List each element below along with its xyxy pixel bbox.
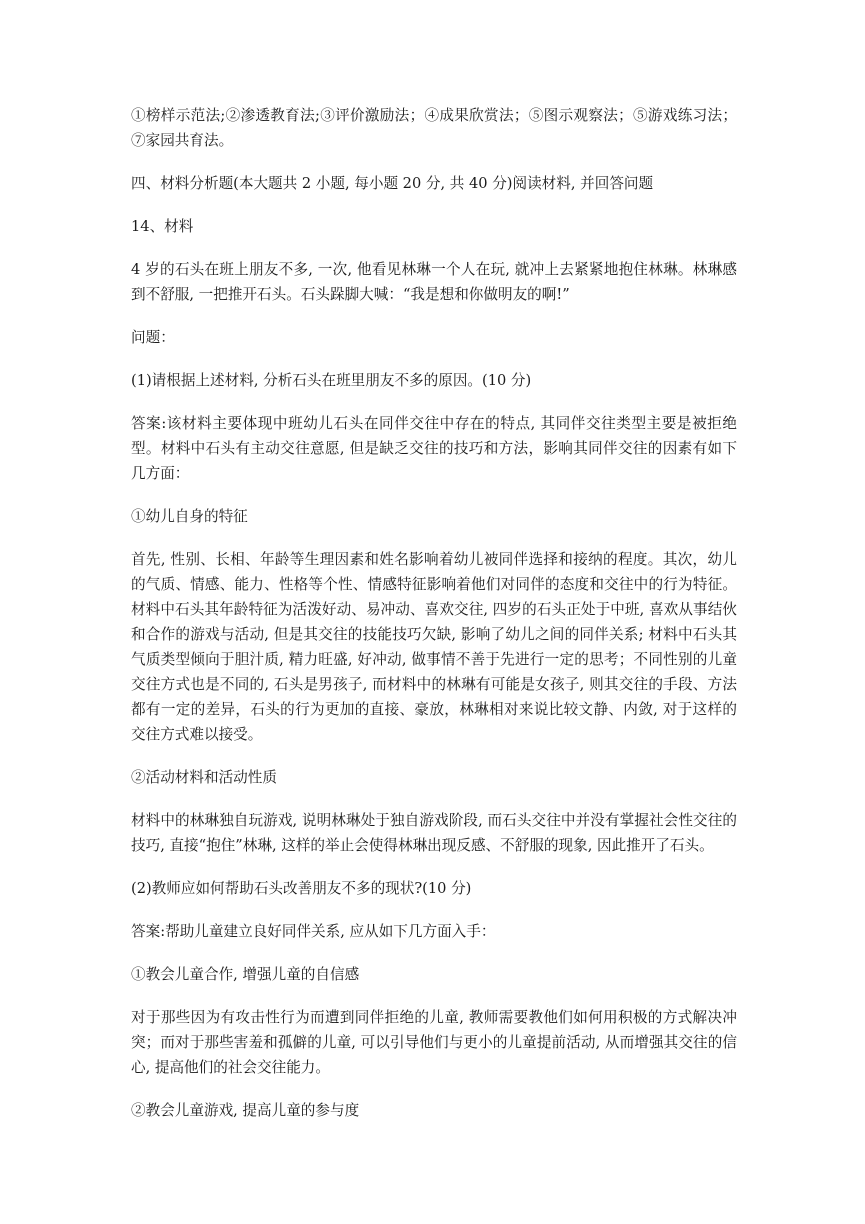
sub-question-1: (1)请根据上述材料, 分析石头在班里朋友不多的原因。(10 分) [131, 372, 532, 389]
section-heading: 四、材料分析题(本大题共 2 小题, 每小题 20 分, 共 40 分)阅读材料, 并回答问题 [131, 175, 654, 192]
answer-1-point-2-heading: ②活动材料和活动性质 [131, 769, 277, 786]
answer-1-point-1-body: 首先, 性别、长相、年龄等生理因素和姓名影响着幼儿被同伴选择和接纳的程度。其次，幼儿的气质、情感、能力、性格等个性、情感特征影响着他们对同伴的态度和交往中的行为特征。材料中石头其年龄特征为活泼好动、易冲动、喜欢交往, 四岁的石头正处于中班, 喜欢从事结伙和合作的游戏与活动, 但是其交往的技能技巧欠缺, 影响了幼儿之间的同伴关系; 材料中石头其气质类型倾向于胆汁质, 精力旺盛, 好冲动, 做事情不善于先进行一定的思考；不同性别的儿童交往方式也是不同的, 石头是男孩子, 而材料中的林琳有可能是女孩子, 则其交往的手段、方法都有一定的差异，石头的行为更加的直接、豪放，林琳相对来说比较文静、内敛, 对于这样的交往方式难以接受。 [131, 551, 737, 743]
answer-1-point-1-heading: ①幼儿自身的特征 [131, 508, 248, 525]
paragraph-methods-list: ①榜样示范法;②渗透教育法;③评价激励法；④成果欣赏法；⑤图示观察法；⑤游戏练习法；⑦家园共育法。 [131, 107, 737, 149]
answer-2-point-2-heading: ②教会儿童游戏, 提高儿童的参与度 [131, 1102, 360, 1119]
document-body [131, 103, 737, 1141]
material-text: 4 岁的石头在班上朋友不多, 一次, 他看见林琳一个人在玩, 就冲上去紧紧地抱住林琳。林琳感到不舒服, 一把推开石头。石头跺脚大喊：“我是想和你做明友的啊!” [131, 261, 737, 303]
question-number: 14、材料 [131, 218, 194, 235]
answer-1-intro: 答案:该材料主要体现中班幼儿石头在同伴交往中存在的特点, 其同伴交往类型主要是被拒绝型。材料中石头有主动交往意愿, 但是缺乏交往的技巧和方法，影响其同伴交往的因素有如下几方面： [131, 415, 737, 482]
answer-2-intro: 答案:帮助儿童建立良好同伴关系, 应从如下几方面入手： [131, 923, 496, 940]
answer-2-point-1-heading: ①教会儿童合作, 增强儿童的自信感 [131, 966, 360, 983]
answer-1-point-2-body: 材料中的林琳独自玩游戏, 说明林琳处于独自游戏阶段, 而石头交往中并没有掌握社会性交往的技巧, 直接“抱住”林琳, 这样的举止会使得林琳出现反感、不舒服的现象, 因此推开了石头。 [131, 812, 737, 854]
sub-question-2: (2)教师应如何帮助石头改善朋友不多的现状?(10 分) [131, 880, 472, 897]
answer-2-point-1-body: 对于那些因为有攻击性行为而遭到同伴拒绝的儿童, 教师需要教他们如何用积极的方式解决冲突；而对于那些害羞和孤僻的儿童, 可以引导他们与更小的儿童提前活动, 从而增强其交往的信心, 提高他们的社会交往能力。 [131, 1009, 737, 1076]
question-label: 问题： [131, 329, 175, 346]
